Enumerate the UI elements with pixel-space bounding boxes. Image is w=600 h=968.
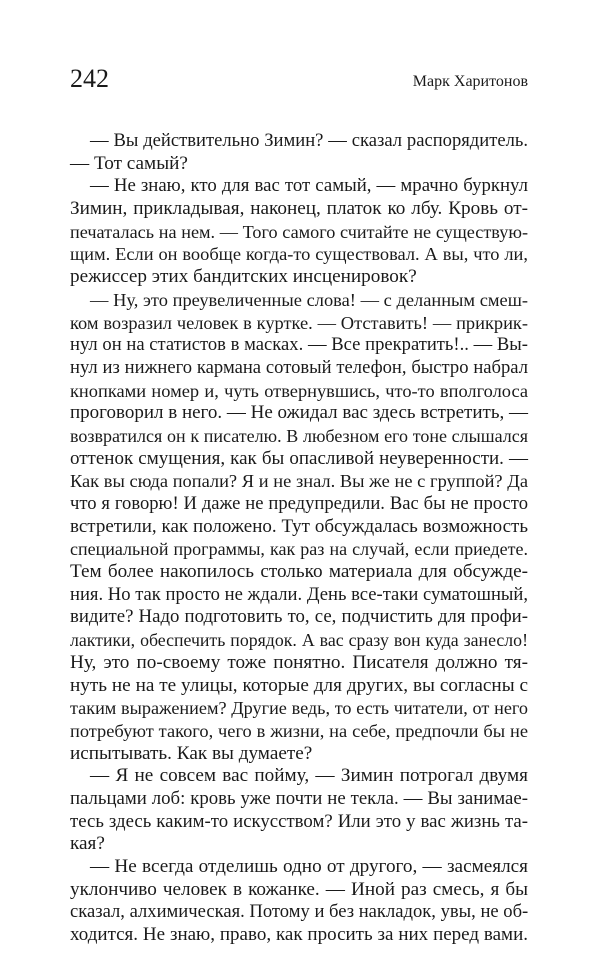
text-line: ния. Но так просто не ждали. День все-таки суматошный, — [70, 583, 528, 605]
text-line: тесь здесь каким-то искусством? Или это у вас жизнь та- — [70, 810, 528, 832]
running-head-author: Марк Харитонов — [412, 73, 528, 90]
text-line: нуть не на те улицы, которые для других, вы согласны с — [70, 674, 528, 696]
text-line: — Ну, это преувеличенные слова! — с деланным смеш- — [90, 289, 528, 310]
text-line: испытывать. Как вы думаете? — [70, 742, 313, 764]
text-line: пальцами лоб: кровь уже почти не текла. — Вы занимае- — [70, 787, 528, 809]
text-line: — Вы действительно Зимин? — сказал распорядитель. — [90, 130, 528, 151]
text-line: Как вы сюда попали? Я и не знал. Вы же не с группой? Да — [70, 471, 528, 492]
text-line: Ну, это по-своему тоже понятно. Писателя должно тя- — [70, 651, 528, 673]
text-line: — Тот самый? — [70, 152, 188, 174]
text-line: нул он на статистов в масках. — Все прекратить!.. — Вы- — [70, 334, 528, 356]
text-line: видите? Надо подготовить то, се, подчистить для профи- — [70, 606, 528, 628]
text-line: сказал, алхимическая. Потому и без накладок, увы, не об- — [70, 901, 529, 923]
text-line: встретили, как положено. Тут обсуждалась возможность — [70, 515, 528, 537]
text-line: щим. Если он вообще когда-то существовал. А вы, что ли, — [70, 244, 528, 265]
text-line: Зимин, прикладывая, наконец, платок ко лбу. Кровь от- — [70, 198, 528, 220]
text-line: оттенок смущения, как бы опасливой неуверенности. — — [70, 447, 528, 469]
text-line: режиссер этих бандитских инсценировок? — [70, 266, 417, 288]
text-line: специальной программы, как раз на случай, если приедете. — [70, 539, 528, 560]
page-header — [70, 62, 528, 96]
text-line: нул из нижнего кармана сотовый телефон, быстро набрал — [70, 356, 528, 378]
text-line: — Я не совсем вас пойму, — Зимин потрогал двумя — [90, 765, 528, 787]
text-line: что я говорю! И даже не предупредили. Вас бы не просто — [70, 493, 528, 514]
text-line: печаталась на нем. — Того самого считайте не существую- — [70, 221, 528, 242]
text-line: ком возразил человек в куртке. — Отставить! — прикрик- — [70, 312, 528, 333]
text-line: проговорил в него. — Не ожидал вас здесь встретить, — — [70, 402, 528, 424]
text-line: — Не всегда отделишь одно от другого, — засмеялся — [90, 856, 528, 877]
text-line: кнопками номер и, чуть отвернувшись, что-то вполголоса — [70, 380, 528, 401]
text-line: ходится. Не знаю, право, как просить за них перед вами. — [70, 924, 528, 946]
page-number: 242 — [70, 64, 109, 93]
text-line: таким выражением? Другие ведь, то есть читатели, от него — [70, 698, 528, 719]
text-line: Тем более накопилось столько материала для обсужде- — [70, 561, 528, 583]
text-line: кая? — [70, 833, 105, 855]
text-line: уклончиво человек в кожанке. — Иной раз смесь, я бы — [70, 878, 528, 900]
text-line: — Не знаю, кто для вас тот самый, — мрачно буркнул — [90, 175, 528, 197]
text-line: лактики, обеспечить порядок. А вас сразу вон куда занесло! — [70, 630, 528, 651]
text-line: возвратился он к писателю. В любезном его тоне слышался — [70, 425, 528, 446]
body-text — [70, 130, 528, 947]
text-line: потребуют такого, чего в жизни, на себе, предпочли бы не — [70, 720, 528, 741]
